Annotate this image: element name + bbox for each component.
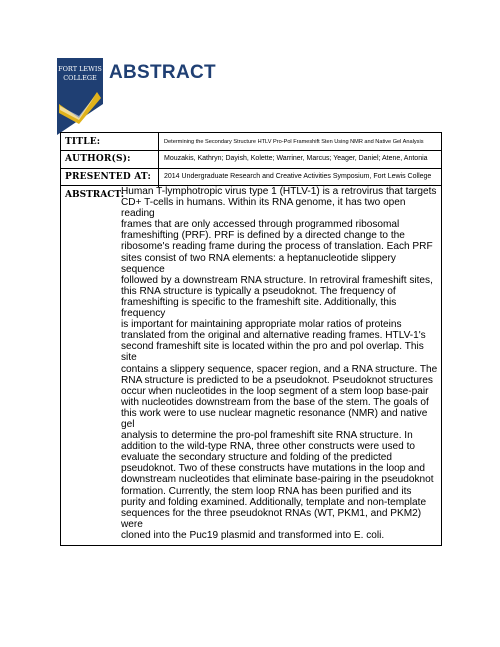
authors-label: AUTHOR(S): [65,154,131,164]
svg-text:FORT LEWIS: FORT LEWIS [58,65,102,73]
abstract-body: Human T-lymphotropic virus type 1 (HTLV-1) is a retrovirus that targets CD+ T-cells in humans. Within its RNA genome, it has two open reading frames that are only accessed through programmed ribosomal frameshifting (PRF). PRF is defined by a directed change to the ribosome's reading frame during the process of translation. Each PRF sites consist of two RNA elements: a heptanucleotide slippery sequence followed by a downstream RNA structure. In retroviral frameshift sites, this RNA structure is typically a pseudoknot. The frequency of frameshifting is specific to the frameshift site. Additionally, this frequency is important for maintaining appropriate molar ratios of proteins translated from the original and alternative reading frames. HTLV-1's second frameshift site is located within the pro and pol overlap. This site contains a slippery sequence, spacer region, and a RNA structure. The RNA structure is predicted to be a pseudoknot. Pseudoknot structures occur when nucleotides in the loop segment of a stem loop base-pair with nucleotides downstream from the base of the stem. The goals of this work were to use nuclear magnetic resonance (NMR) and native gel analysis to determine the pro-pol frameshift site RNA structure. In addition to the wild-type RNA, three other constructs were used to evaluate the secondary structure and folding of the predicted pseudoknot. Two of these constructs have mutations in the loop and downstream nucleotides that eliminate base-pairing in the pseudoknot formation. Currently, the stem loop RNA has been purified and its purity and folding examined. Additionally, template and non-template sequences for the three pseudoknot RNAs (WT, PKM1, and PKM2) were cloned into the Puc19 plasmid and transformed into E. coli. [121,186,438,541]
authors-row [61,150,441,169]
svg-text:COLLEGE: COLLEGE [63,74,97,82]
title-row [61,133,441,151]
presented-value: 2014 Undergraduate Research and Creative Activities Symposium, Fort Lewis College [164,173,432,180]
title-value: Determining the Secondary Structure HTLV Pro-Pol Frameshift Sten Using NMR and Native Gel Analysis [164,139,424,145]
abstract-label: ABSTRACT: [65,190,125,200]
presented-label: PRESENTED AT: [65,172,151,182]
college-logo [57,58,103,135]
authors-value: Mouzakis, Kathryn; Dayish, Kolette; Warriner, Marcus; Yeager, Daniel; Atene, Antonia [164,155,428,162]
title-label: TITLE: [65,137,101,147]
page-heading: ABSTRACT [109,62,216,83]
abstract-table [60,132,442,546]
presented-row [61,168,441,186]
